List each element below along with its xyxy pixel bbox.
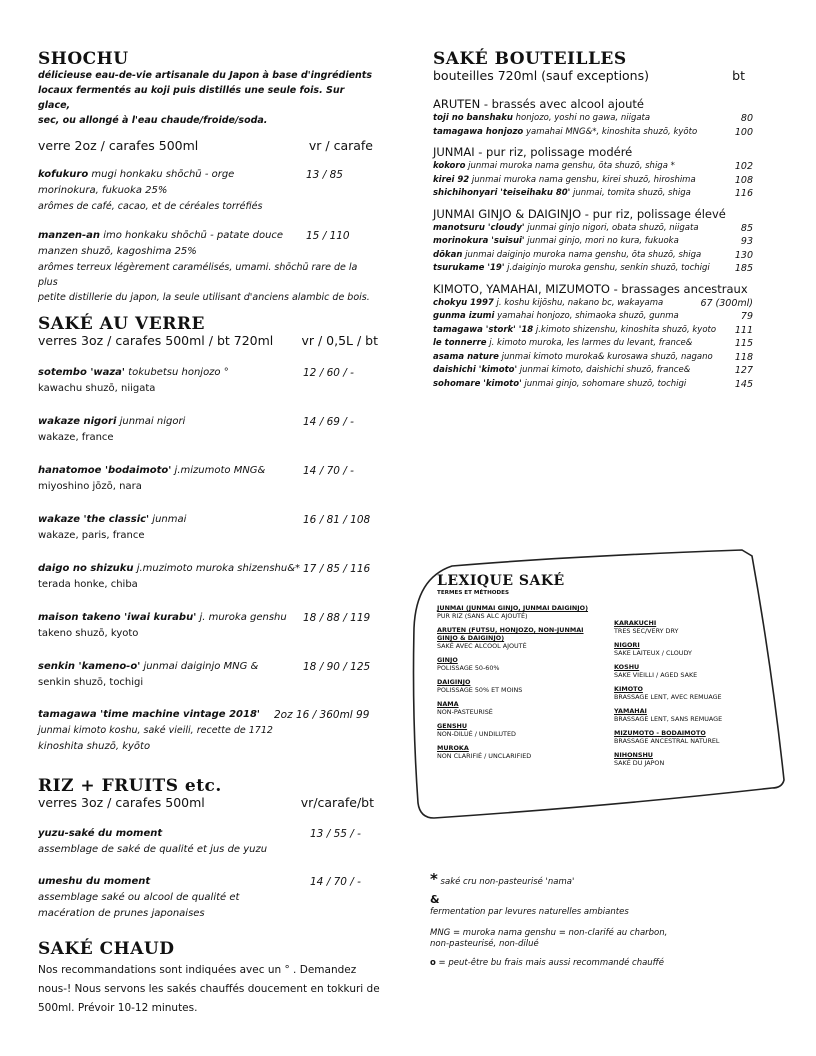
bottle-detail: j.kimoto shizenshu, kinoshita shuzō, kyoto (533, 324, 717, 335)
bottle-price: 100 (734, 126, 753, 138)
bouteilles-title: SAKÉ BOUTEILLES (433, 49, 627, 69)
bottle-item (433, 174, 753, 188)
item-producer: kinoshita shuzō, kyōto (38, 741, 151, 752)
bottle-detail: junmai ginjo, sohomare shuzō, tochigi (521, 378, 687, 389)
bottle-detail: junmai, tomita shuzō, shiga (570, 188, 691, 198)
lexique-entry (437, 626, 602, 650)
menu-item (38, 414, 378, 430)
item-price: 14 / 69 / - (303, 416, 354, 428)
item-detail: junmai daiginjo MNG & (140, 661, 259, 672)
bottle-name: manotsuru 'cloudy' (433, 222, 525, 233)
lexique-term: ARUTEN (FUTSU, HONJOZO, NON-JUNMAI GINJO & DAIGINJO) (437, 626, 584, 642)
item-detail: j.mizumoto MNG& (171, 465, 266, 476)
item-name: wakaze 'the classic' (38, 514, 150, 525)
lexique-term: GENSHU (437, 722, 468, 730)
bottle-item (433, 160, 753, 174)
shochu-format-label: verre 2oz / carafes 500ml (38, 138, 199, 153)
lexique-def: SAKÉ DU JAPON (614, 759, 665, 767)
bottle-name: asama nature (433, 351, 499, 362)
bottle-price: 108 (734, 174, 753, 186)
item-price: 18 / 88 / 119 (303, 612, 371, 624)
lexique-term: DAIGINJO (437, 678, 471, 686)
lexique-box (437, 574, 767, 766)
lexique-term: KOSHU (614, 663, 640, 671)
chaud-title: SAKÉ CHAUD (38, 939, 175, 959)
bottle-detail: junmai muroka nama genshu, kirei shuzō, hiroshima (469, 174, 696, 185)
item-producer: senkin shuzō, tochigi (38, 677, 144, 688)
menu-item (38, 826, 378, 842)
note-o: = peut-être bu frais mais aussi recommandé chauffé (435, 957, 665, 968)
lexique-entry (437, 744, 602, 760)
bottle-price: 116 (734, 188, 753, 199)
riz-format-right: vr/carafe/bt (300, 795, 374, 810)
item-producer-row (38, 528, 378, 544)
verre-format-right: vr / 0,5L / bt (301, 333, 378, 348)
lexique-term: GINJO (437, 656, 458, 664)
bouteilles-format-right: bt (732, 68, 745, 83)
menu-item (38, 167, 373, 183)
bottle-name: sohomare 'kimoto' (433, 378, 522, 389)
lexique-def: PUR RIZ (SANS ALC AJOUTÉ) (437, 612, 528, 620)
lexique-def: BRASSAGE LENT, AVEC REMUAGE (614, 693, 722, 701)
verre-format (38, 333, 378, 348)
lexique-def: BRASSAGE ANCESTRAL NATUREL (614, 737, 720, 745)
category-title: ARUTEN - brassés avec alcool ajouté (433, 97, 644, 111)
bottle-item (433, 222, 753, 236)
shochu-section (38, 50, 373, 305)
lexique-entry (437, 700, 602, 716)
lexique-entry (437, 604, 602, 620)
item-price: 2oz 16 / 360ml 99 (274, 709, 370, 721)
bottle-item (433, 310, 753, 324)
bottle-item (433, 378, 753, 392)
bottle-item (433, 337, 753, 351)
item-detail: j.muzimoto muroka shizenshu&* (133, 563, 301, 574)
bottle-price: 145 (734, 378, 753, 390)
bottle-price: 93 (740, 236, 753, 247)
lexique-term: KIMOTO (614, 685, 643, 693)
menu-item (38, 659, 378, 675)
menu-item (38, 561, 378, 577)
amp-symbol: & (430, 893, 440, 906)
bottle-item (433, 126, 753, 140)
bottle-price: 118 (734, 351, 753, 363)
bottle-price: 115 (734, 338, 753, 349)
item-note: petite distillerie du japon, la seule utilisant d'anciens alambic de bois. (38, 292, 370, 303)
star-symbol: * (430, 870, 438, 888)
item-name: manzen-an (38, 230, 101, 241)
bottle-detail: yamahai MNG&*, kinoshita shuzō, kyōto (523, 126, 698, 137)
bottle-item (433, 324, 753, 338)
item-producer-row (38, 675, 378, 691)
item-name: yuzu-saké du moment (38, 828, 163, 839)
item-detail: assemblage de saké de qualité et jus de yuzu (38, 844, 268, 855)
item-producer: wakaze, paris, france (38, 530, 145, 541)
item-producer: wakaze, france (38, 432, 114, 443)
category-title: JUNMAI - pur riz, polissage modéré (433, 145, 633, 159)
bottle-price: 185 (734, 263, 753, 274)
item-detail: mugi honkaku shōchū - orge (88, 169, 235, 180)
item-producer: manzen shuzō, kagoshima 25% (38, 246, 197, 257)
bottle-name: le tonnerre (433, 338, 487, 348)
lexique-entry (614, 619, 764, 635)
bottle-name: tsurukame '19' (433, 263, 505, 273)
bottle-item (433, 112, 753, 126)
bottle-price: 85 (740, 222, 753, 234)
item-producer: miyoshino jōzō, nara (38, 481, 142, 492)
bottle-detail: junmai kimoto muroka& kurosawa shuzō, nagano (498, 351, 713, 362)
bottle-name: shichihonyari 'teiseihaku 80' (433, 188, 571, 198)
lexique-def: SAKÉ AVEC ALCOOL AJOUTÉ (437, 642, 527, 650)
item-price: 14 / 70 / - (310, 876, 361, 888)
menu-item (38, 707, 378, 723)
item-name: kofukuro (38, 169, 89, 180)
lexique-def: POLISSAGE 50% ET MOINS (437, 686, 523, 694)
bottle-name: kokoro (433, 161, 466, 171)
bottle-price: 102 (734, 161, 753, 172)
item-detail-2: junmai kimoto koshu, saké vieili, recette de 1712 (38, 725, 273, 736)
item-producer-row (38, 381, 378, 397)
riz-title: RIZ + FRUITS etc. (38, 776, 222, 796)
bottle-name: morinokura 'suisui' (433, 236, 525, 246)
riz-section (38, 777, 378, 922)
menu-item (38, 463, 378, 479)
bottle-price: 111 (734, 324, 753, 336)
note-mng-2: non-pasteurisé, non-dilué (430, 938, 539, 949)
bottle-detail: j. kimoto muroka, les larmes du levant, france& (486, 338, 693, 348)
item-detail-2: macération de prunes japonaises (38, 908, 205, 919)
bouteilles-format (433, 68, 753, 83)
bottle-name: tamagawa 'stork' '18 (433, 324, 534, 335)
menu-item (38, 512, 378, 528)
item-detail: j. muroka genshu (196, 612, 287, 623)
item-note: arômes de café, cacao, et de céréales torréfiés (38, 201, 263, 212)
item-detail: 'time machine vintage 2018' (96, 709, 260, 720)
item-detail: assemblage saké ou alcool de qualité et (38, 892, 240, 903)
bouteilles-format-label: bouteilles 720ml (sauf exceptions) (433, 68, 649, 83)
shochu-desc-3: sec, ou allongé à l'eau chaude/froide/soda. (38, 115, 268, 126)
riz-format (38, 795, 378, 810)
bottle-name: chokyu 1997 (433, 297, 494, 308)
bottle-item (433, 351, 753, 365)
lexique-entry (614, 707, 764, 723)
bottle-price: 80 (740, 113, 753, 124)
lexique-def: BRASSAGE LENT, SANS REMUAGE (614, 715, 723, 723)
bottle-detail: junmai daiginjo muroka nama genshu, ōta shuzō, shiga (462, 249, 702, 260)
lexique-entry (614, 751, 764, 767)
item-price: 13 / 55 / - (310, 828, 361, 840)
bottle-item (433, 262, 753, 276)
item-producer-row (38, 577, 378, 593)
item-producer-row (38, 430, 378, 446)
item-price: 12 / 60 / - (303, 367, 354, 379)
bottle-detail: junmai muroka nama genshu, ōta shuzō, shiga * (465, 161, 675, 171)
lexique-term: NAMA (437, 700, 459, 708)
lexique-title: LEXIQUE SAKÉ (437, 573, 565, 589)
lexique-entry (614, 663, 764, 679)
menu-item (38, 228, 373, 244)
item-price: 13 / 85 (306, 169, 343, 181)
verre-title: SAKÉ AU VERRE (38, 314, 205, 334)
item-price: 18 / 90 / 125 (303, 661, 371, 673)
bottle-detail: junmai kimoto, daishichi shuzō, france& (517, 365, 691, 375)
lexique-def: SAKE LAITEUX / CLOUDY (614, 649, 692, 657)
note-star: saké cru non-pasteurisé 'nama' (437, 877, 575, 887)
bottle-detail: j. koshu kijōshu, nakano bc, wakayama (493, 297, 664, 308)
chaud-line-2: nous-! Nous servons les sakés chauffés doucement en tokkuri de (38, 983, 380, 995)
shochu-title: SHOCHU (38, 49, 129, 69)
item-price: 15 / 110 (306, 230, 350, 242)
note-amp: fermentation par levures naturelles ambiantes (430, 906, 629, 917)
bottle-name: dōkan (433, 249, 463, 260)
bottle-detail: honjozo, yoshi no gawa, niigata (512, 113, 651, 123)
lexique-term: NIHONSHU (614, 751, 653, 759)
lexique-entry (437, 722, 602, 738)
menu-item (38, 610, 378, 626)
lexique-term: KARAKUCHI (614, 619, 657, 627)
item-name: sotembo 'waza' (38, 367, 125, 378)
lexique-term: JUNMAI (JUNMAI GINJO, JUNMAI DAIGINJO) (437, 604, 589, 612)
bottle-name: kirei 92 (433, 174, 470, 185)
lexique-term: MIZUMOTO - BODAIMOTO (614, 729, 706, 737)
lexique-term: YAMAHAI (614, 707, 647, 715)
item-detail: junmai (149, 514, 187, 525)
o-symbol: o (430, 957, 436, 968)
bottle-name: gunma izumi (433, 311, 495, 321)
shochu-desc-2: locaux fermentés au koji puis distillés une seule fois. Sur glace, (38, 85, 345, 111)
bottle-detail: j.daiginjo muroka genshu, senkin shuzō, tochigi (504, 263, 710, 273)
item-name: hanatomoe 'bodaimoto' (38, 465, 172, 476)
item-price: 16 / 81 / 108 (303, 514, 371, 526)
item-producer: morinokura, fukuoka 25% (38, 185, 168, 196)
item-detail: junmai nigori (116, 416, 186, 427)
bottle-item (433, 364, 753, 378)
item-name: senkin 'kameno-o' (38, 661, 141, 672)
item-producer: terada honke, chiba (38, 579, 138, 590)
lexique-entry (437, 656, 602, 672)
item-detail: imo honkaku shōchū - patate douce (100, 230, 284, 241)
bottle-price: 67 (300ml) (700, 297, 753, 309)
bottle-item (433, 249, 753, 263)
item-producer: takeno shuzō, kyoto (38, 628, 139, 639)
item-producer: kawachu shuzō, niigata (38, 383, 156, 394)
shochu-format-right: vr / carafe (308, 138, 373, 153)
riz-format-label: verres 3oz / carafes 500ml (38, 795, 205, 810)
lexique-entry (614, 641, 764, 657)
verre-format-label: verres 3oz / carafes 500ml / bt 720ml (38, 333, 274, 348)
item-name: wakaze nigori (38, 416, 117, 427)
bottle-name: tamagawa honjozo (433, 126, 524, 137)
lexique-def: POLISSAGE 50-60% (437, 664, 500, 672)
lexique-def: TRES SEC/VERY DRY (614, 627, 679, 635)
item-price: 14 / 70 / - (303, 465, 354, 477)
lexique-def: NON CLARIFIÉ / UNCLARIFIED (437, 752, 532, 760)
lexique-subtitle: TERMES ET MÉTHODES (437, 590, 510, 596)
chaud-line-1: Nos recommandations sont indiquées avec un ° . Demandez (38, 964, 357, 976)
item-producer-row (38, 626, 378, 642)
notes-section (430, 870, 770, 969)
bottle-price: 130 (734, 249, 753, 261)
verre-section (38, 315, 378, 755)
bottle-item (433, 187, 753, 201)
item-name: daigo no shizuku (38, 563, 134, 574)
bottle-name: toji no banshaku (433, 113, 513, 123)
item-name: umeshu du moment (38, 876, 151, 887)
bottle-detail: yamahai honjozo, shimaoka shuzō, gunma (494, 311, 679, 321)
bottle-item (433, 235, 753, 249)
lexique-entry (614, 685, 764, 701)
shochu-format (38, 138, 373, 153)
bouteilles-section (433, 50, 753, 391)
chaud-section (38, 940, 383, 1018)
note-mng-1: MNG = muroka nama genshu = non-clarifé au charbon, (430, 927, 668, 938)
lexique-term: MUROKA (437, 744, 469, 752)
menu-item (38, 874, 378, 890)
lexique-def: NON-PASTEURISÉ (437, 708, 493, 716)
item-name: tamagawa (38, 709, 97, 720)
chaud-line-3: 500ml. Prévoir 10-12 minutes. (38, 1002, 198, 1014)
bottle-detail: junmai ginjo nigori, obata shuzō, niigata (524, 222, 699, 233)
category-title: KIMOTO, YAMAHAI, MIZUMOTO - brassages ancestraux (433, 281, 748, 296)
lexique-entry (614, 729, 764, 745)
item-price: 17 / 85 / 116 (303, 563, 371, 575)
bottle-name: daishichi 'kimoto' (433, 365, 518, 375)
category-title: JUNMAI GINJO & DAIGINJO - pur riz, polissage élevé (433, 206, 726, 221)
item-name: maison takeno 'iwai kurabu' (38, 612, 197, 623)
bottle-price: 79 (740, 311, 753, 322)
item-detail: tokubetsu honjozo ° (125, 367, 229, 378)
lexique-def: SAKE VIEILLI / AGED SAKE (614, 671, 698, 679)
bottle-item (433, 297, 753, 311)
lexique-entry (437, 678, 602, 694)
shochu-desc-1: délicieuse eau-de-vie artisanale du Japon à base d'ingrédients (38, 70, 373, 81)
item-producer-row (38, 479, 378, 495)
lexique-def: NON-DILUÉ / UNDILUTED (437, 730, 516, 738)
bottle-price: 127 (734, 365, 753, 376)
menu-item (38, 365, 378, 381)
bottle-detail: junmai ginjo, mori no kura, fukuoka (524, 236, 679, 246)
lexique-term: NIGORI (614, 641, 640, 649)
item-note: arômes terreux légèrement caramélisés, umami. shōchū rare de la plus (38, 262, 358, 288)
